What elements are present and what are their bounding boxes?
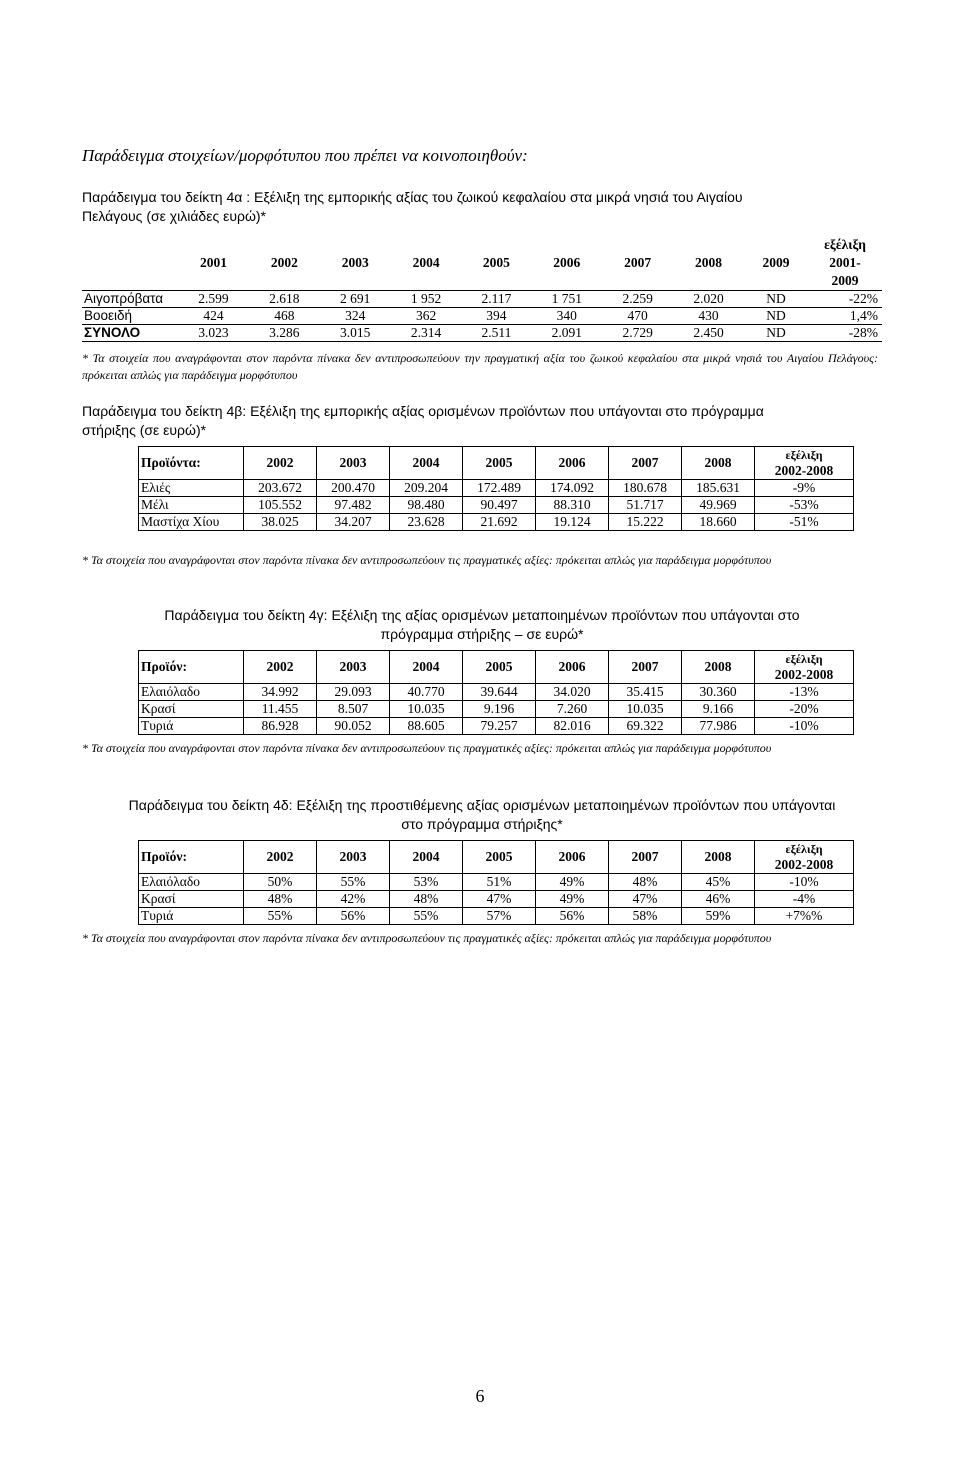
value-cell: 18.660 (682, 514, 755, 531)
year-header: 2009 (744, 236, 808, 291)
evolution-header-line: εξέλιξη (785, 448, 823, 462)
year-header: 2008 (673, 236, 744, 291)
year-header: 2001 (178, 236, 249, 291)
year-header: 2006 (536, 447, 609, 480)
year-header: 2007 (609, 841, 682, 874)
value-cell: 42% (317, 891, 390, 908)
row-label: Βοοειδή (82, 308, 178, 325)
product-header: Προϊόν: (139, 841, 244, 874)
value-cell: 35.415 (609, 684, 682, 701)
value-cell: 2.729 (602, 325, 673, 342)
table-body (82, 291, 882, 342)
value-cell: 105.552 (244, 497, 317, 514)
value-cell: 47% (463, 891, 536, 908)
value-cell: 340 (531, 308, 602, 325)
value-cell: 34.020 (536, 684, 609, 701)
row-label: Τυριά (139, 718, 244, 735)
indicator-4c-table (138, 650, 854, 735)
year-header: 2002 (249, 236, 320, 291)
value-cell: 2.117 (462, 291, 532, 308)
year-header: 2005 (463, 447, 536, 480)
indicator-4d-heading (82, 796, 882, 834)
table-body (139, 874, 854, 925)
row-label: Ελιές (139, 480, 244, 497)
value-cell: 88.310 (536, 497, 609, 514)
year-header: 2003 (317, 447, 390, 480)
evolution-cell: -10% (755, 874, 854, 891)
value-cell: 11.455 (244, 701, 317, 718)
year-header: 2007 (609, 651, 682, 684)
value-cell: 29.093 (317, 684, 390, 701)
value-cell: 34.992 (244, 684, 317, 701)
value-cell: 1 751 (531, 291, 602, 308)
year-header: 2004 (391, 236, 462, 291)
products-header: Προϊόντα: (139, 447, 244, 480)
value-cell: ND (744, 291, 808, 308)
value-cell: 185.631 (682, 480, 755, 497)
evolution-cell: 1,4% (808, 308, 882, 325)
value-cell: 10.035 (609, 701, 682, 718)
year-header: 2007 (602, 236, 673, 291)
row-label: Μαστίχα Χίου (139, 514, 244, 531)
value-cell: 324 (320, 308, 391, 325)
heading-line: Παράδειγμα του δείκτη 4β: Εξέλιξη της εμπορικής αξίας ορισμένων προϊόντων που υπάγονται στο πρόγραμμα (82, 403, 764, 419)
value-cell: 2.618 (249, 291, 320, 308)
table-header-row (139, 841, 854, 874)
indicator-4b-heading (82, 402, 882, 440)
value-cell: 362 (391, 308, 462, 325)
evolution-cell: -4% (755, 891, 854, 908)
indicator-4c-heading (82, 606, 882, 644)
evolution-cell: -20% (755, 701, 854, 718)
value-cell: 59% (682, 908, 755, 925)
table-row (139, 497, 854, 514)
value-cell: 49% (536, 891, 609, 908)
value-cell: 200.470 (317, 480, 390, 497)
row-label: Κρασί (139, 701, 244, 718)
year-header: 2006 (536, 841, 609, 874)
value-cell: 3.023 (178, 325, 249, 342)
intro-text: Παράδειγμα στοιχείων/μορφότυπου που πρέπει να κοινοποιηθούν: (82, 146, 528, 165)
value-cell: 45% (682, 874, 755, 891)
year-header: 2006 (531, 236, 602, 291)
evolution-header-line: εξέλιξη (785, 842, 823, 856)
heading-line: Παράδειγμα του δείκτη 4α : Εξέλιξη της εμπορικής αξίας του ζωικού κεφαλαίου στα μικρά νησιά του Αιγαίου (82, 189, 743, 205)
year-header: 2002 (244, 841, 317, 874)
evolution-header-line: 2002-2008 (774, 667, 834, 682)
value-cell: 8.507 (317, 701, 390, 718)
row-label: Μέλι (139, 497, 244, 514)
value-cell: 88.605 (390, 718, 463, 735)
year-header: 2006 (536, 651, 609, 684)
value-cell: 430 (673, 308, 744, 325)
evolution-header-line: εξέλιξη (785, 652, 823, 666)
value-cell: 79.257 (463, 718, 536, 735)
value-cell: 57% (463, 908, 536, 925)
indicator-4b-table (138, 446, 854, 531)
empty-header-cell (82, 236, 178, 291)
value-cell: 2.259 (602, 291, 673, 308)
value-cell: 2.599 (178, 291, 249, 308)
value-cell: 69.322 (609, 718, 682, 735)
year-header: 2004 (390, 651, 463, 684)
row-label: Τυριά (139, 908, 244, 925)
year-header: 2004 (390, 841, 463, 874)
table-body (139, 480, 854, 531)
table-row (139, 891, 854, 908)
value-cell: 58% (609, 908, 682, 925)
evolution-cell: +7%% (755, 908, 854, 925)
value-cell: 97.482 (317, 497, 390, 514)
value-cell: 2.450 (673, 325, 744, 342)
value-cell: 2.020 (673, 291, 744, 308)
indicator-4d-table (138, 840, 854, 925)
year-header: 2002 (244, 651, 317, 684)
value-cell: 3.015 (320, 325, 391, 342)
value-cell: 10.035 (390, 701, 463, 718)
value-cell: 51.717 (609, 497, 682, 514)
value-cell: 424 (178, 308, 249, 325)
evolution-cell: -13% (755, 684, 854, 701)
heading-line: Πελάγους (σε χιλιάδες ευρώ)* (82, 208, 266, 224)
value-cell: 55% (390, 908, 463, 925)
row-label: Ελαιόλαδο (139, 684, 244, 701)
value-cell: 55% (244, 908, 317, 925)
value-cell: 55% (317, 874, 390, 891)
heading-line: στο πρόγραμμα στήριξης* (401, 816, 563, 832)
evolution-header-line: 2002-2008 (774, 857, 834, 872)
value-cell: 30.360 (682, 684, 755, 701)
value-cell: 1 952 (391, 291, 462, 308)
year-header: 2008 (682, 841, 755, 874)
value-cell: 7.260 (536, 701, 609, 718)
value-cell: 48% (244, 891, 317, 908)
table-row (139, 908, 854, 925)
evolution-header (755, 447, 854, 480)
table-body (139, 684, 854, 735)
table-header-row (139, 651, 854, 684)
year-header: 2003 (320, 236, 391, 291)
value-cell: 53% (390, 874, 463, 891)
year-header: 2005 (462, 236, 532, 291)
value-cell: 48% (609, 874, 682, 891)
table-row (139, 718, 854, 735)
table-row (82, 291, 882, 308)
value-cell: 19.124 (536, 514, 609, 531)
year-header: 2008 (682, 651, 755, 684)
value-cell: 180.678 (609, 480, 682, 497)
indicator-4a-heading (82, 188, 882, 226)
value-cell: 174.092 (536, 480, 609, 497)
evolution-cell: -28% (808, 325, 882, 342)
indicator-4c-note: * Τα στοιχεία που αναγράφονται στον παρόντα πίνακα δεν αντιπροσωπεύουν τις πραγματικές αξίες: πρόκειται απλώς για παράδειγμα μορφότυπου (82, 741, 772, 755)
value-cell: 38.025 (244, 514, 317, 531)
value-cell: 203.672 (244, 480, 317, 497)
year-header: 2005 (463, 651, 536, 684)
table-header-row (82, 236, 882, 291)
evolution-header-line: 2002-2008 (774, 463, 834, 478)
value-cell: ND (744, 308, 808, 325)
evolution-header (808, 236, 882, 291)
indicator-4b-note: * Τα στοιχεία που αναγράφονται στον παρόντα πίνακα δεν αντιπροσωπεύουν τις πραγματικές αξίες: πρόκειται απλώς για παράδειγμα μορφότυπου (82, 553, 772, 567)
row-label: Αιγοπρόβατα (82, 291, 178, 308)
row-label: ΣΥΝΟΛΟ (82, 325, 178, 342)
evolution-header-line: 2001- (829, 255, 861, 270)
indicator-4a-note: * Τα στοιχεία που αναγράφονται στον παρόντα πίνακα δεν αντιπροσωπεύουν την πραγματική αξία του ζωικού κεφαλαίου στα μικρά νησιά του Αιγαίου Πελάγους: πρόκειται απλώς για παράδειγμα μορφότυπου (82, 351, 878, 382)
value-cell: 50% (244, 874, 317, 891)
value-cell: 9.196 (463, 701, 536, 718)
value-cell: 39.644 (463, 684, 536, 701)
value-cell: 2.511 (462, 325, 532, 342)
evolution-cell: -51% (755, 514, 854, 531)
indicator-4a-table (82, 236, 882, 342)
year-header: 2007 (609, 447, 682, 480)
year-header: 2003 (317, 651, 390, 684)
value-cell: 34.207 (317, 514, 390, 531)
indicator-4d-note: * Τα στοιχεία που αναγράφονται στον παρόντα πίνακα δεν αντιπροσωπεύουν τις πραγματικές αξίες: πρόκειται απλώς για παράδειγμα μορφότυπου (82, 931, 772, 945)
year-header: 2002 (244, 447, 317, 480)
value-cell: 394 (462, 308, 532, 325)
evolution-cell: -53% (755, 497, 854, 514)
value-cell: 90.497 (463, 497, 536, 514)
value-cell: 56% (536, 908, 609, 925)
value-cell: 468 (249, 308, 320, 325)
evolution-cell: -10% (755, 718, 854, 735)
table-row (139, 874, 854, 891)
value-cell: 98.480 (390, 497, 463, 514)
value-cell: 49.969 (682, 497, 755, 514)
value-cell: 15.222 (609, 514, 682, 531)
value-cell: 209.204 (390, 480, 463, 497)
table-row (139, 701, 854, 718)
evolution-header-line: εξέλιξη (824, 237, 866, 252)
table-row (139, 514, 854, 531)
table-row (139, 480, 854, 497)
value-cell: 56% (317, 908, 390, 925)
table-row (139, 684, 854, 701)
value-cell: ND (744, 325, 808, 342)
value-cell: 48% (390, 891, 463, 908)
value-cell: 47% (609, 891, 682, 908)
value-cell: 470 (602, 308, 673, 325)
product-header: Προϊόν: (139, 651, 244, 684)
value-cell: 46% (682, 891, 755, 908)
value-cell: 82.016 (536, 718, 609, 735)
value-cell: 51% (463, 874, 536, 891)
value-cell: 2.314 (391, 325, 462, 342)
table-row (82, 308, 882, 325)
evolution-header (755, 841, 854, 874)
year-header: 2005 (463, 841, 536, 874)
table-header-row (139, 447, 854, 480)
value-cell: 23.628 (390, 514, 463, 531)
heading-line: Παράδειγμα του δείκτη 4γ: Εξέλιξη της αξίας ορισμένων μεταποιημένων προϊόντων που υπάγονται στο (164, 607, 800, 623)
evolution-cell: -22% (808, 291, 882, 308)
page-number: 6 (475, 1386, 485, 1406)
evolution-header (755, 651, 854, 684)
year-header: 2008 (682, 447, 755, 480)
year-header: 2004 (390, 447, 463, 480)
row-label: Κρασί (139, 891, 244, 908)
heading-line: Παράδειγμα του δείκτη 4δ: Εξέλιξη της προστιθέμενης αξίας ορισμένων μεταποιημένων προϊόντων που υπάγονται (128, 797, 836, 813)
value-cell: 49% (536, 874, 609, 891)
row-label: Ελαιόλαδο (139, 874, 244, 891)
value-cell: 86.928 (244, 718, 317, 735)
evolution-cell: -9% (755, 480, 854, 497)
heading-line: στήριξης (σε ευρώ)* (82, 422, 207, 438)
value-cell: 40.770 (390, 684, 463, 701)
value-cell: 2 691 (320, 291, 391, 308)
value-cell: 9.166 (682, 701, 755, 718)
heading-line: πρόγραμμα στήριξης – σε ευρώ* (380, 626, 584, 642)
value-cell: 2.091 (531, 325, 602, 342)
value-cell: 172.489 (463, 480, 536, 497)
year-header: 2003 (317, 841, 390, 874)
value-cell: 3.286 (249, 325, 320, 342)
table-row (82, 325, 882, 342)
value-cell: 21.692 (463, 514, 536, 531)
evolution-header-line: 2009 (831, 273, 859, 288)
value-cell: 90.052 (317, 718, 390, 735)
value-cell: 77.986 (682, 718, 755, 735)
